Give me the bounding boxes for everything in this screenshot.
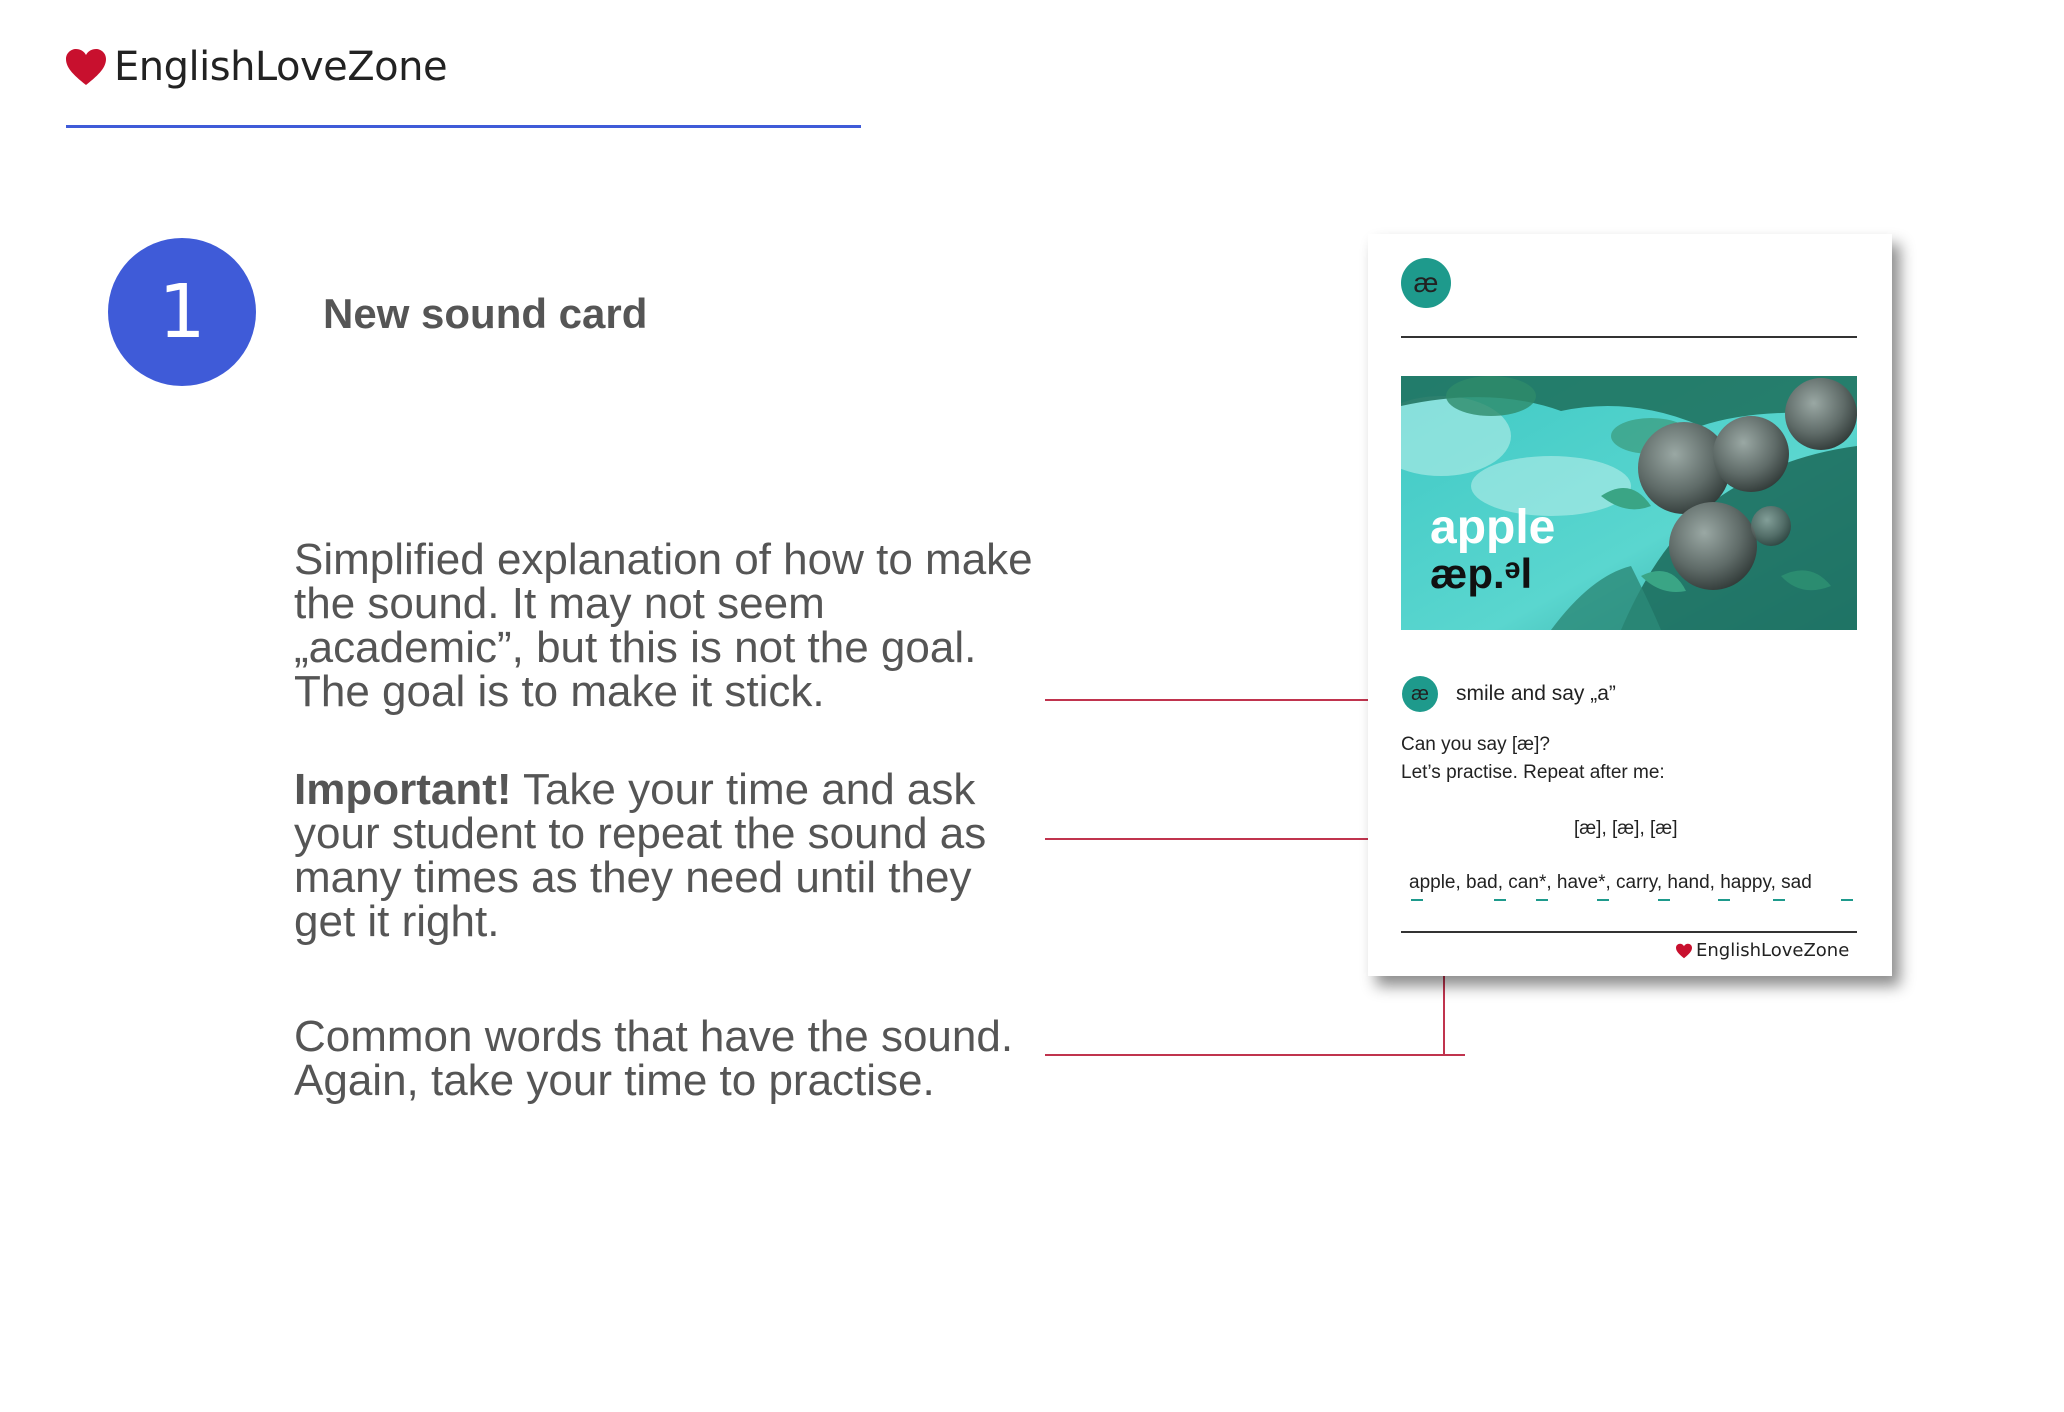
word-underline: [1841, 899, 1853, 901]
card-brand-name: EnglishLoveZone: [1696, 940, 1850, 961]
heart-icon: [1675, 943, 1693, 959]
important-text: Take your time and ask your student to repeat the sound as many times as they need until they get it right.: [294, 765, 987, 946]
card-divider-bottom: [1401, 931, 1857, 933]
explanation-common-words: Common words that have the sound. Again, take your time to practise.: [294, 1012, 1014, 1105]
connector-line-3: [1045, 1054, 1465, 1056]
card-sound-symbol: æ: [1401, 258, 1451, 308]
important-label: Important!: [294, 765, 512, 814]
word-underline: [1597, 899, 1609, 901]
connector-line-1: [1045, 699, 1415, 701]
word-underline: [1773, 899, 1785, 901]
practise-line: Let’s practise. Repeat after me:: [1401, 762, 1665, 783]
question-line: Can you say [æ]?: [1401, 734, 1550, 755]
sound-card: [1368, 234, 1892, 976]
card-divider-top: [1401, 336, 1857, 338]
example-words: apple, bad, can*, have*, carry, hand, happy, sad: [1409, 872, 1812, 893]
tip-sound-symbol: æ: [1402, 676, 1438, 712]
brand-underline: [66, 125, 861, 128]
step-title: New sound card: [323, 290, 648, 337]
word-underline: [1718, 899, 1730, 901]
photo-ipa: æp.ᵊl: [1430, 550, 1533, 597]
word-underline: [1411, 899, 1423, 901]
brand-logo: [64, 44, 447, 90]
repeat-line: [æ], [æ], [æ]: [1574, 818, 1678, 839]
explanation-sound: Simplified explanation of how to make the sound. It may not seem „academic”, but this is not the goal. The goal is to make it stick.: [294, 535, 1033, 716]
word-underline: [1658, 899, 1670, 901]
card-brand-logo: [1675, 940, 1849, 961]
brand-name: EnglishLoveZone: [114, 44, 448, 90]
photo-word: apple: [1430, 501, 1556, 554]
word-underline: [1494, 899, 1506, 901]
heart-icon: [64, 47, 108, 87]
word-underline: [1536, 899, 1548, 901]
step-number-badge: 1: [108, 238, 256, 386]
sound-tip: smile and say „a”: [1456, 682, 1616, 705]
explanation-important: [294, 765, 1034, 946]
